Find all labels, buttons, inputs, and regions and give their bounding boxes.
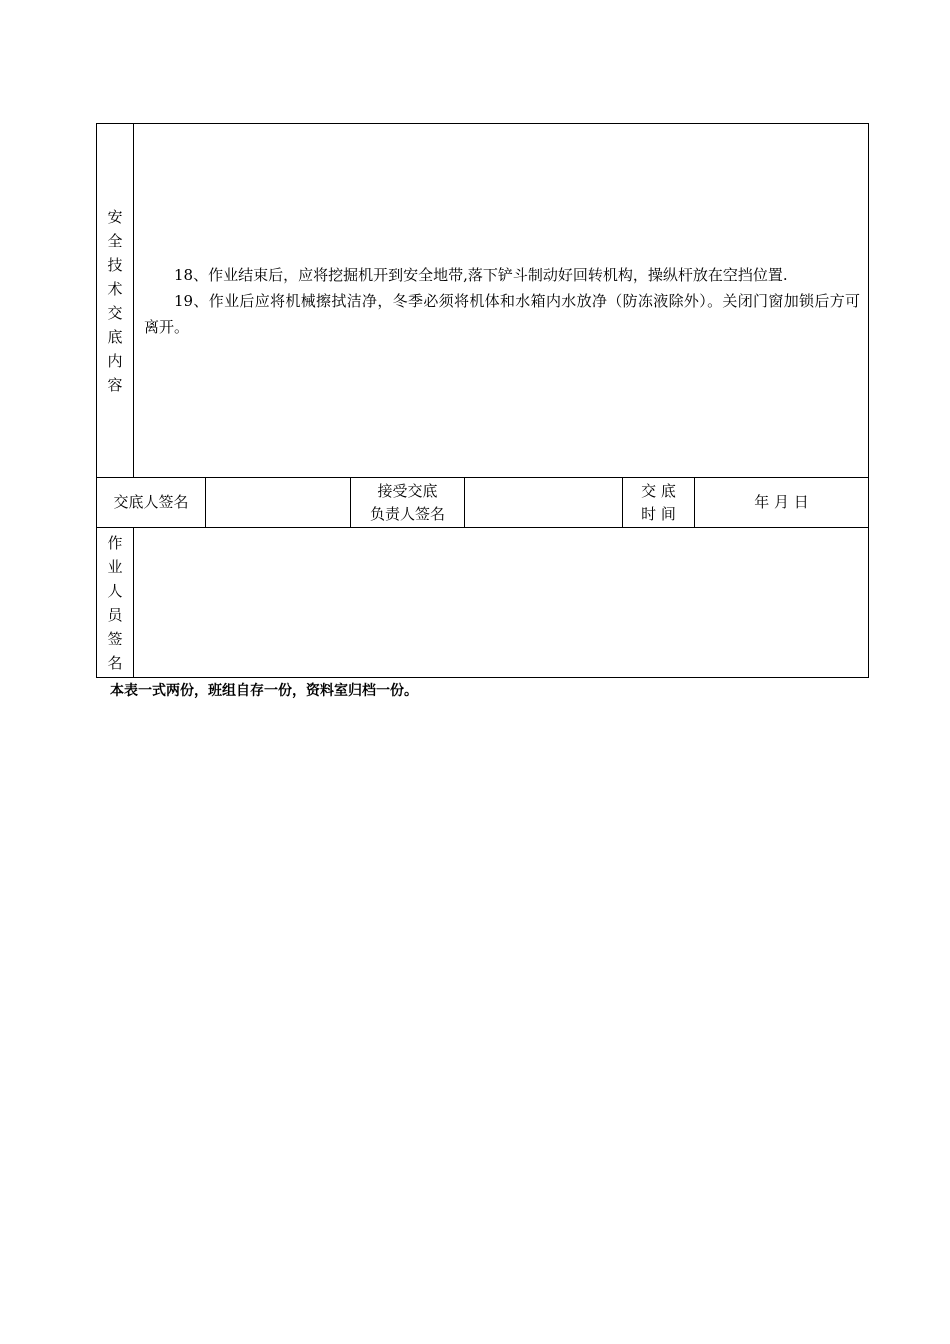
time-label-line2: 时 间 [641, 504, 676, 523]
content-row [97, 124, 869, 478]
briefing-content [134, 124, 869, 478]
workers-row [97, 528, 869, 678]
paragraph-18: 18、作业结束后，应将挖掘机开到安全地带,落下铲斗制动好回转机构，操纵杆放在空挡位置. [174, 265, 788, 284]
footnote: 本表一式两份，班组自存一份，资料室归档一份。 [110, 683, 418, 699]
discloser-signature-field[interactable] [206, 478, 351, 528]
workers-signature-field[interactable] [134, 528, 869, 678]
receiver-signature-field[interactable] [465, 478, 623, 528]
time-label-line1: 交 底 [641, 481, 676, 500]
paragraph-19: 19、作业后应将机械擦拭洁净，冬季必须将机体和水箱内水放净（防冻液除外）。关闭门窗加锁后方可离开。 [144, 291, 861, 336]
receiver-label [351, 478, 465, 528]
discloser-label: 交底人签名 [97, 478, 206, 528]
date-field[interactable]: 年 月 日 [695, 478, 869, 528]
content-label: 安全技术交底内容 [97, 124, 134, 478]
time-label [623, 478, 695, 528]
signature-row [97, 478, 869, 528]
workers-label: 作业人员签名 [97, 528, 134, 678]
safety-briefing-table [96, 123, 869, 678]
receiver-label-line2: 负责人签名 [369, 504, 445, 523]
receiver-label-line1: 接受交底 [377, 481, 438, 500]
